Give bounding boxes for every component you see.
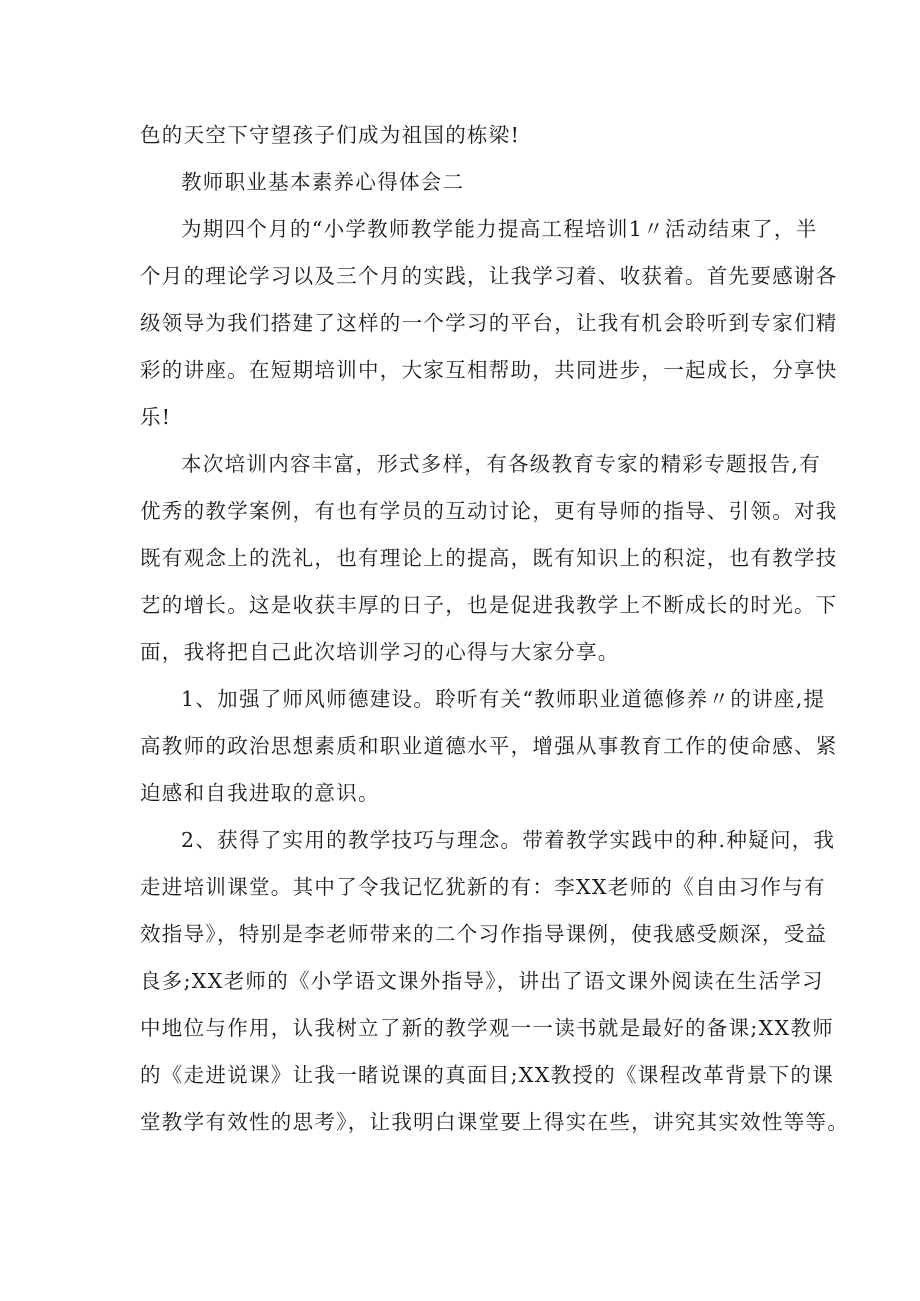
section-heading: 教师职业基本素养心得体会二	[181, 170, 465, 194]
text-line: 既有观念上的洗礼，也有理论上的提高，既有知识上的积淀，也有教学技	[140, 546, 838, 570]
text-line: 良多;XX老师的《小学语文课外指导》，讲出了语文课外阅读在生活学习	[140, 969, 824, 993]
text-line: 乐!	[140, 405, 172, 429]
text-line: 面，我将把自己此次培训学习的心得与大家分享。	[140, 640, 620, 664]
text-line: 效指导》，特别是李老师带来的二个习作指导课例，使我感受颇深，受益	[140, 922, 828, 946]
text-line: 色的天空下守望孩子们成为祖国的栋梁!	[140, 123, 521, 147]
text-line: 为期四个月的“小学教师教学能力提高工程培训1〃活动结束了，半	[181, 217, 818, 241]
text-line: 的《走进说课》让我一睹说课的真面目;XX教授的《课程改革背景下的课	[140, 1063, 834, 1087]
text-line: 中地位与作用，认我树立了新的教学观一一读书就是最好的备课;XX教师	[140, 1016, 834, 1040]
text-line: 2、获得了实用的教学技巧与理念。带着教学实践中的种.种疑问，我	[181, 828, 836, 852]
text-line: 个月的理论学习以及三个月的实践，让我学习着、收获着。首先要感谢各	[140, 264, 838, 288]
text-line: 高教师的政治思想素质和职业道德水平，增强从事教育工作的使命感、紧	[140, 734, 838, 758]
text-line: 走进培训课堂。其中了令我记忆犹新的有：李XX老师的《自由习作与有	[140, 875, 826, 899]
text-line: 彩的讲座。在短期培训中，大家互相帮助，共同进步，一起成长，分享快	[140, 358, 838, 382]
text-line: 1、加强了师风师德建设。聆听有关“教师职业道德修养〃的讲座,提	[181, 687, 826, 711]
text-line: 迫感和自我进取的意识。	[140, 781, 380, 805]
text-line: 艺的增长。这是收获丰厚的日子，也是促进我教学上不断成长的时光。下	[140, 593, 838, 617]
document-body	[140, 112, 850, 1146]
text-line: 优秀的教学案例，有也有学员的互动讨论，更有导师的指导、引领。对我	[140, 499, 838, 523]
text-line: 堂教学有效性的思考》，让我明白课堂要上得实在些，讲究其实效性等等。	[140, 1110, 850, 1134]
text-line: 级领导为我们搭建了这样的一个学习的平台，让我有机会聆听到专家们精	[140, 311, 838, 335]
text-line: 本次培训内容丰富，形式多样，有各级教育专家的精彩专题报告,有	[181, 452, 822, 476]
